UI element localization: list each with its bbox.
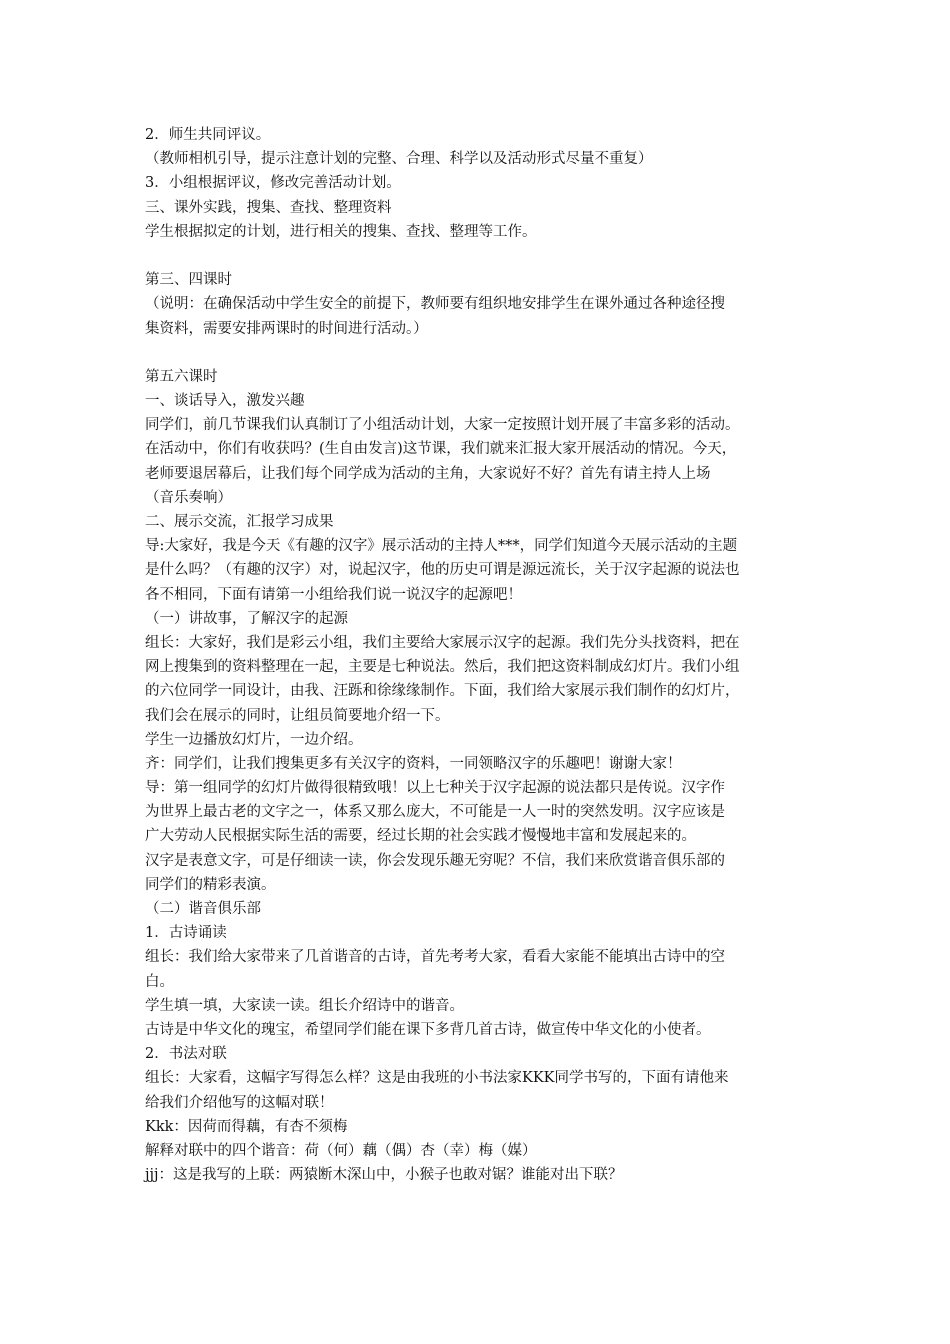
- text-line: 给我们介绍他写的这幅对联！: [145, 1094, 334, 1111]
- text-line: 同学们，前几节课我们认真制订了小组活动计划，大家一定按照计划开展了丰富多彩的活动。: [145, 417, 740, 434]
- text-line: 老师要退居幕后，让我们每个同学成为活动的主角，大家说好不好？首先有请主持人上场: [145, 465, 711, 482]
- text-line: 学生一边播放幻灯片，一边介绍。: [145, 731, 363, 748]
- text-line: 古诗是中华文化的瑰宝，希望同学们能在课下多背几首古诗，做宣传中华文化的小使者。: [145, 1021, 711, 1038]
- text-line: 解释对联中的四个谐音：荷（何）藕（偶）杏（幸）梅（媒）: [145, 1142, 537, 1159]
- text-line: 组长：我们给大家带来了几首谐音的古诗，首先考考大家，看看大家能不能填出古诗中的空: [145, 949, 725, 966]
- text-line: 各不相同，下面有请第一小组给我们说一说汉字的起源吧！: [145, 586, 522, 603]
- text-line: 2．书法对联: [145, 1046, 227, 1063]
- text-line: 我们会在展示的同时，让组员简要地介绍一下。: [145, 707, 450, 724]
- text-line: （一）讲故事，了解汉字的起源: [145, 610, 348, 627]
- text-line: 1．古诗诵读: [145, 925, 227, 942]
- text-line: 的六位同学一同设计，由我、汪跞和徐缘缘制作。下面，我们给大家展示我们制作的幻灯片，: [145, 683, 740, 700]
- text-line: 汉字是表意文字，可是仔细读一读，你会发现乐趣无穷呢？不信，我们来欣赏谐音俱乐部的: [145, 852, 725, 869]
- document-body: [145, 123, 813, 1187]
- text-line: 白。: [145, 973, 174, 990]
- section-heading: 第五六课时: [145, 368, 218, 385]
- text-line: 组长：大家好，我们是彩云小组，我们主要给大家展示汉字的起源。我们先分头找资料，把在: [145, 634, 740, 651]
- text-line: 一、谈话导入，激发兴趣: [145, 393, 305, 410]
- text-line: 二、展示交流，汇报学习成果: [145, 514, 334, 530]
- text-line: 为世界上最古老的文字之一，体系又那么庞大，不可能是一人一时的突然发明。汉字应该是: [145, 804, 725, 821]
- text-line: 学生根据拟定的计划，进行相关的搜集、查找、整理等工作。: [145, 223, 537, 240]
- text-line: 2．师生共同评议。: [145, 127, 271, 143]
- text-line: （教师相机引导，提示注意计划的完整、合理、科学以及活动形式尽量不重复）: [145, 151, 653, 168]
- text-line: 第三、四课时: [145, 272, 232, 289]
- text-line: 3．小组根据评议，修改完善活动计划。: [145, 175, 401, 192]
- text-line: 导:大家好，我是今天《有趣的汉字》展示活动的主持人***，同学们知道今天展示活动的主题: [145, 538, 738, 555]
- text-line: 在活动中，你们有收获吗？(生自由发言)这节课，我们就来汇报大家开展活动的情况。今天，: [145, 441, 737, 458]
- text-line: Kkk：因荷而得藕，有杏不须梅: [145, 1118, 348, 1135]
- blank-line: [145, 341, 813, 365]
- text-line: 同学们的精彩表演。: [145, 876, 276, 893]
- text-line: 广大劳动人民根据实际生活的需要，经过长期的社会实践才慢慢地丰富和发展起来的。: [145, 828, 696, 845]
- text-line: （二）谐音俱乐部: [145, 901, 261, 917]
- text-line: （说明：在确保活动中学生安全的前提下，教师要有组织地安排学生在课外通过各种途径搜: [145, 296, 725, 313]
- text-line: 学生填一填，大家读一读。组长介绍诗中的谐音。: [145, 997, 464, 1014]
- text-line: 集资料，需要安排两课时的时间进行活动。）: [145, 320, 428, 337]
- text-line: 三、课外实践，搜集、查找、整理资料: [145, 199, 392, 216]
- text-line: 是什么吗？（有趣的汉字）对，说起汉字，他的历史可谓是源远流长，关于汉字起源的说法也: [145, 562, 740, 579]
- text-line: 组长：大家看，这幅字写得怎么样？这是由我班的小书法家KKK同学书写的，下面有请他来: [145, 1070, 729, 1087]
- text-line: 导：第一组同学的幻灯片做得很精致哦！以上七种关于汉字起源的说法都只是传说。汉字作: [145, 780, 725, 797]
- text-line: （音乐奏响）: [145, 489, 232, 506]
- text-line: 齐：同学们，让我们搜集更多有关汉字的资料，一同领略汉字的乐趣吧！谢谢大家！: [145, 755, 682, 772]
- blank-line: [145, 244, 813, 268]
- text-line: 网上搜集到的资料整理在一起，主要是七种说法。然后，我们把这资料制成幻灯片。我们小组: [145, 659, 740, 676]
- text-line: jjj：这是我写的上联：两猿断木深山中，小猴子也敢对锯？谁能对出下联？: [145, 1167, 623, 1184]
